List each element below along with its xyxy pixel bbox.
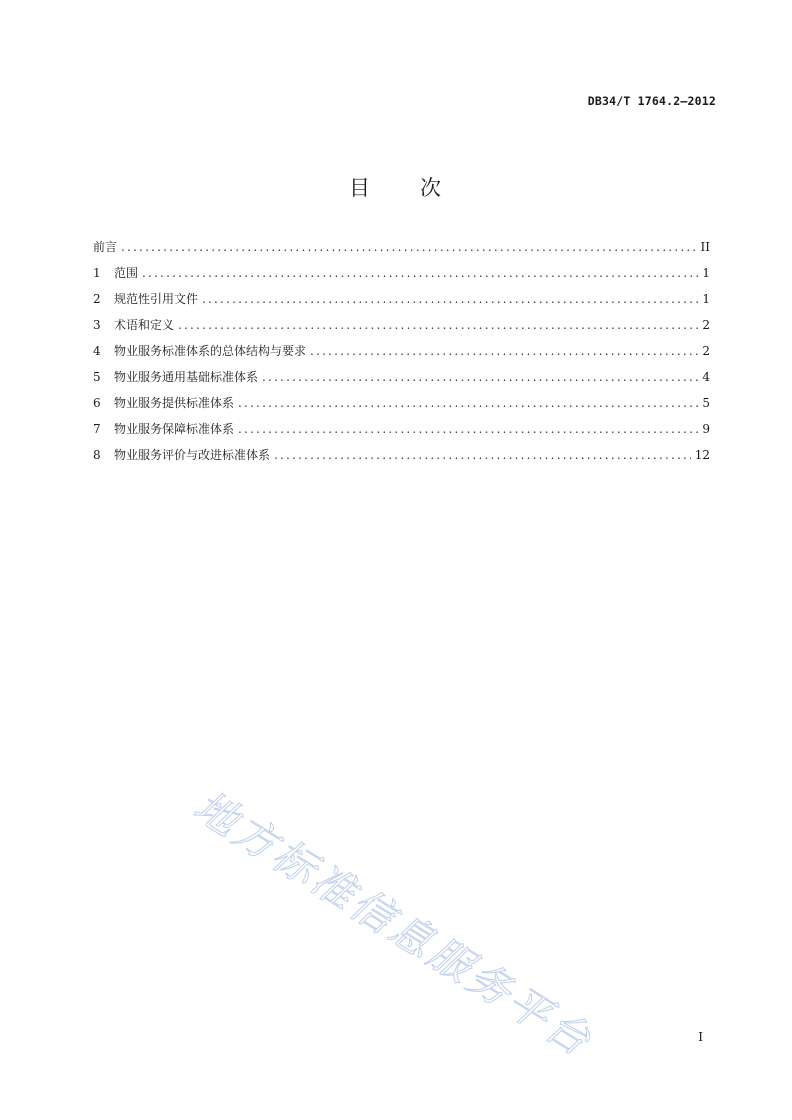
toc-entry-text: 物业服务评价与改进标准体系 (114, 448, 271, 462)
toc-entry-text: 物业服务保障标准体系 (114, 422, 235, 436)
toc-title (0, 172, 792, 202)
toc-leader-dots (202, 289, 698, 309)
toc-entry-number: 2 (93, 292, 101, 306)
toc-entry-page: 1 (702, 266, 710, 280)
toc-entry-number: 7 (93, 422, 101, 436)
toc-entry-number: 8 (93, 448, 101, 462)
toc-entry-page: 5 (702, 396, 710, 410)
toc-leader-dots (238, 419, 698, 439)
toc-entry-number: 1 (93, 266, 101, 280)
toc-entry-page: 2 (702, 318, 710, 332)
toc-entry-text: 物业服务通用基础标准体系 (114, 370, 259, 384)
page-number: I (698, 1030, 703, 1044)
toc-leader-dots (310, 341, 698, 361)
standard-code: DB34/T 1764.2—2012 (587, 94, 716, 108)
toc-entry-text: 物业服务提供标准体系 (114, 396, 235, 410)
toc-entry-page: 1 (702, 292, 710, 306)
toc-entry-page: 9 (702, 422, 710, 436)
toc-leader-dots (121, 237, 697, 257)
toc-leader-dots (274, 445, 691, 465)
toc-leader-dots (262, 367, 698, 387)
toc-entry-text: 术语和定义 (114, 318, 175, 332)
toc-entry-4[interactable] (93, 341, 710, 367)
toc-entry-2[interactable] (93, 289, 710, 315)
toc-entry-number: 5 (93, 370, 101, 384)
toc-title-part1: 目 (349, 176, 372, 200)
toc-list (93, 237, 710, 471)
toc-title-part2: 次 (420, 176, 443, 200)
toc-leader-dots (178, 315, 698, 335)
toc-entry-8[interactable] (93, 445, 710, 471)
toc-leader-dots (142, 263, 698, 283)
toc-entry-7[interactable] (93, 419, 710, 445)
toc-entry-text: 物业服务标准体系的总体结构与要求 (114, 344, 307, 358)
toc-entry-number: 6 (93, 396, 101, 410)
toc-leader-dots (238, 393, 698, 413)
toc-entry-text: 规范性引用文件 (114, 292, 199, 306)
toc-entry-page: 4 (702, 370, 710, 384)
toc-entry-page: II (700, 240, 710, 254)
toc-entry-text: 前言 (93, 240, 118, 254)
toc-entry-text: 范围 (114, 266, 139, 280)
toc-entry-page: 12 (694, 448, 710, 462)
toc-entry-page: 2 (702, 344, 710, 358)
toc-entry-number: 3 (93, 318, 101, 332)
toc-entry-3[interactable] (93, 315, 710, 341)
watermark-text: 地方标准信息服务平台 (185, 781, 602, 1067)
toc-entry-foreword[interactable] (93, 237, 710, 263)
toc-entry-number: 4 (93, 344, 101, 358)
toc-entry-5[interactable] (93, 367, 710, 393)
toc-entry-6[interactable] (93, 393, 710, 419)
toc-entry-1[interactable] (93, 263, 710, 289)
